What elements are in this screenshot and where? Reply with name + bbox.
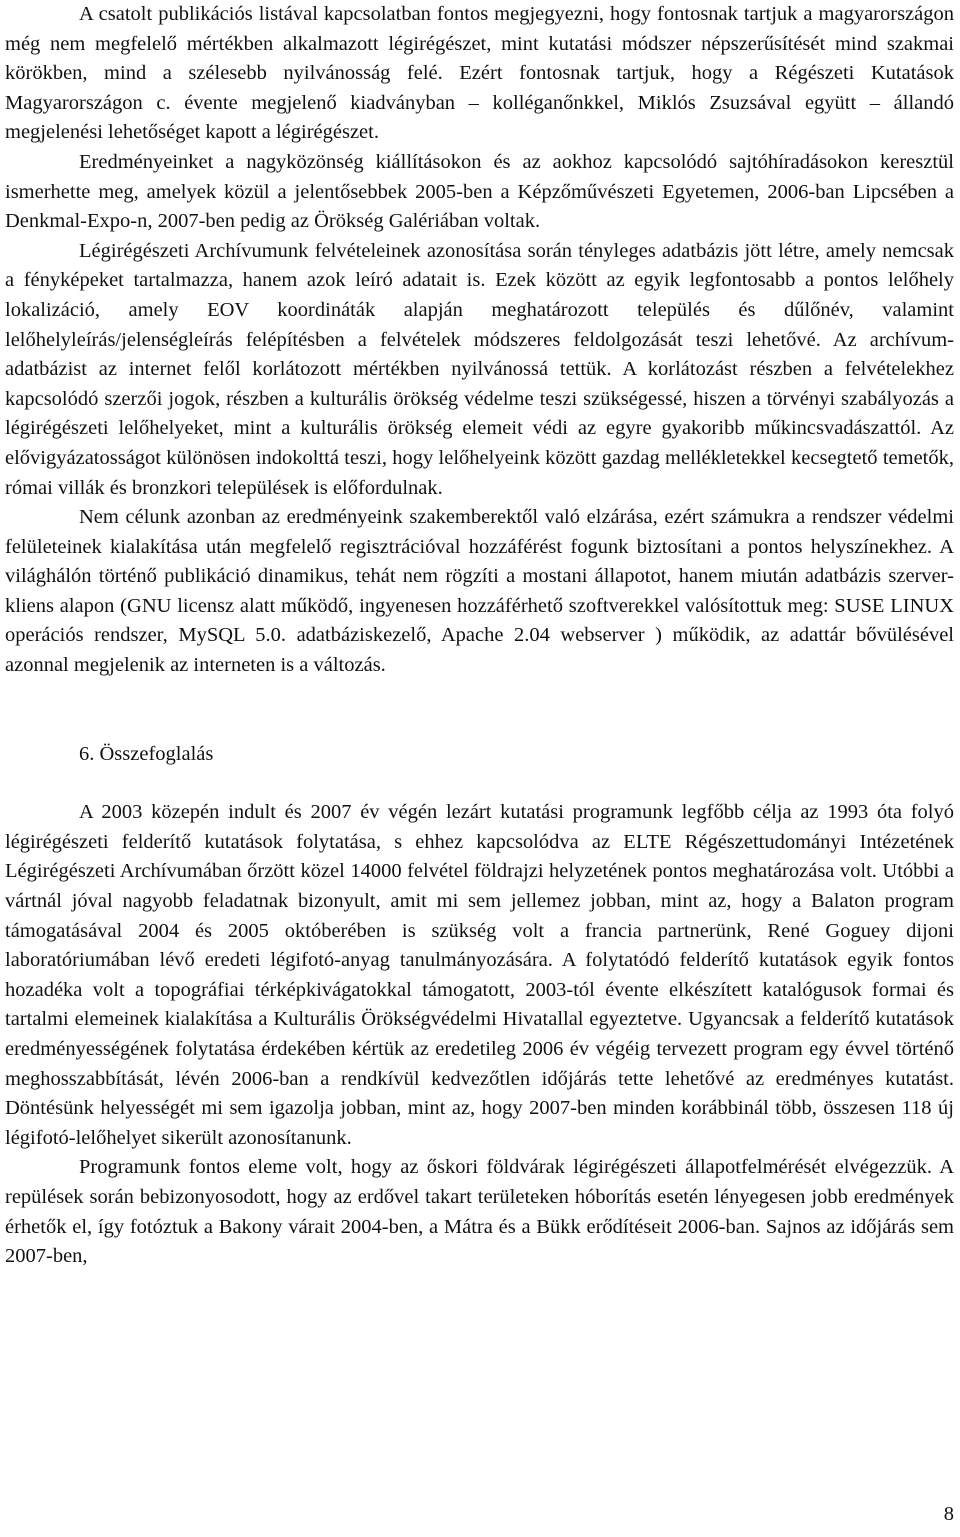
paragraph-summary: A 2003 közepén indult és 2007 év végén lezárt kutatási programunk legfőbb célja az 1993 óta folyó légirégészeti felderítő kutatások folytatása, s ehhez kapcsolódva az ELTE Régészettudományi Intézetének Légirégészeti Archívumában őrzött közel 14000 felvétel földrajzi helyzetének pontos meghatározása volt. Utóbbi a vártnál jóval nagyobb feladatnak bizonyult, amit mi sem jellemez jobban, mint az, hogy a Balaton program támogatásával 2004 és 2005 októberében is szükség volt a francia partnerünk, René Goguey dijoni laboratóriumában lévő eredeti légifotó-anyag tanulmányozására. A folytatódó felderítő kutatások egyik fontos hozadéka volt a topográfiai térképkivágatokkal támogatott, 2003-tól évente elkészített katalógusok formai és tartalmi elemeinek kialakítása a Kulturális Örökségvédelmi Hivatallal egyeztetve. Ugyancsak a felderítő kutatások eredményességének folytatása érdekében kértük az eredetileg 2006 év végéig tervezett program egy évvel történő meghosszabbítását, lévén 2006-ban a rendkívül kedvezőtlen időjárás tette lehetővé az eredményes kutatást. Döntésünk helyességét mi sem igazolja jobban, mint az, hogy 2007-ben minden korábbinál több, összesen 118 új légifotó-lelőhelyet sikerült azonosítanunk. xyxy=(5,801,954,1149)
section-heading: 6. Összefoglalás xyxy=(79,742,214,765)
spacer xyxy=(5,769,954,798)
paragraph-earthworks: Programunk fontos eleme volt, hogy az őskori földvárak légirégészeti állapotfelmérését elvégezzük. A repülések során bebizonyosodott, hogy az erdővel takart területeken hóborítás esetén lényegesen jobb eredmények érhetők el, így fotóztuk a Bakony várait 2004-ben, a Mátra és a Bükk erődítéseit 2006-ban. Sajnos az időjárás sem 2007-ben, xyxy=(5,1156,954,1268)
paragraph-exhibitions: Eredményeinket a nagyközönség kiállításokon és az aokhoz kapcsolódó sajtóhíradásokon keresztül ismerhette meg, amelyek közül a jelentősebbek 2005-ben a Képzőművészeti Egyetemen, 2006-ban Lipcsében a Denkmal-Expo-n, 2007-ben pedig az Örökség Galériában voltak. xyxy=(5,150,954,233)
page-number: 8 xyxy=(943,1503,954,1525)
paragraph-access-system: Nem célunk azonban az eredményeink szakemberektől való elzárása, ezért számukra a rendszer védelmi felületeinek kialakítása után megfelelő regisztrációval hozzáférést fogunk biztosítani a pontos helyszínekhez. A világhálón történő publikáció dinamikus, tehát nem rögzíti a mostani állapotot, hanem miután adatbázis szerver-kliens alapon (GNU licensz alatt működő, ingyenesen hozzáférhető szoftverekkel valósítottuk meg: SUSE LINUX operációs rendszer, MySQL 5.0. adatbáziskezelő, Apache 2.04 webserver ) működik, az adattár bővülésével azonnal megjelenik az interneten is a változás. xyxy=(5,506,954,677)
spacer xyxy=(5,681,954,740)
paragraph-publications: A csatolt publikációs listával kapcsolatban fontos megjegyezni, hogy fontosnak tartjuk a magyarországon még nem megfelelő mértékben alkalmazott légirégészet, mint kutatási módszer népszerűsítését mind szakmai körökben, mind a szélesebb nyilvánosság felé. Ezért fontosnak tartjuk, hogy a Régészeti Kutatások Magyarországon c. évente megjelenő kiadványban – kolléganőnkkel, Miklós Zsuzsával együtt – állandó megjelenési lehetőséget kapott a légirégészet. xyxy=(5,3,954,144)
paragraph-archive-database: Légirégészeti Archívumunk felvételeinek azonosítása során tényleges adatbázis jött létre, amely nemcsak a fényképeket tartalmazza, hanem azok leíró adatait is. Ezek között az egyik legfontosabb a pontos lelőhely lokalizáció, amely EOV koordináták alapján meghatározott település és dűlőnév, valamint lelőhelyleírás/jelenségleírás felépítésben a felvételek módszeres feldolgozását teszi lehetővé. Az archívum-adatbázist az internet felől korlátozott mértékben nyilvánossá tettük. A korlátozást részben a felvételekhez kapcsolódó szerzői jogok, részben a kulturális örökség védelme teszi szükségessé, hiszen a törvényi szabályozás a légirégészeti lelőhelyeket, mint a kulturális örökség elemeit védi az egyre gyakoribb műkincsvadászattól. Az elővigyázatosságot különösen indokolttá teszi, hogy lelőhelyeink között gazdag mellékletekkel kecsegtető temetők, római villák és bronzkori települések is előfordulnak. xyxy=(5,239,954,499)
document-body xyxy=(5,0,954,1272)
